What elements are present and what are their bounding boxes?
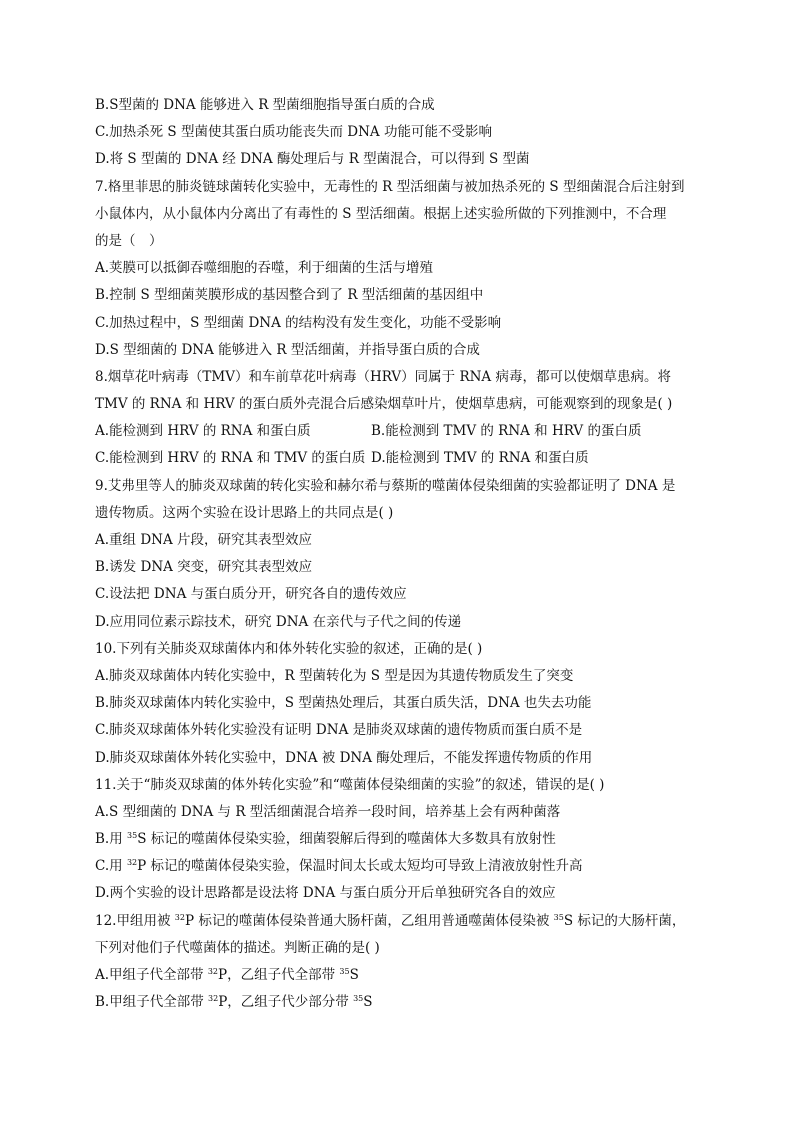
superscript: 32 bbox=[174, 912, 185, 922]
text-segment: C.加热过程中，S 型细菌 DNA 的结构没有发生变化，功能不受影响 bbox=[95, 314, 502, 331]
text-segment: A.荚膜可以抵御吞噬细胞的吞噬，利于细菌的生活与增殖 bbox=[95, 260, 434, 277]
text-segment: 的是（ ） bbox=[95, 232, 163, 249]
text-segment: B.控制 S 型细菌荚膜形成的基因整合到了 R 型活细菌的基因组中 bbox=[95, 287, 484, 304]
text-line bbox=[95, 962, 705, 989]
option-left: C.能检测到 HRV 的 RNA 和 TMV 的蛋白质 bbox=[95, 450, 366, 467]
superscript: 35 bbox=[339, 967, 350, 976]
superscript: 32 bbox=[207, 967, 219, 976]
text-segment: A.肺炎双球菌体内转化实验中，R 型菌转化为 S 型是因为其遗传物质发生了突变 bbox=[95, 667, 574, 684]
text-segment: TMV 的 RNA 和 HRV 的蛋白质外壳混合后感染烟草叶片，使烟草患病，可能观察到的现象是( ) bbox=[95, 396, 673, 413]
text-segment: P 标记的噬菌体侵染实验，保温时间太长或太短均可导致上清液放射性升高 bbox=[137, 858, 583, 875]
superscript: 32 bbox=[126, 858, 138, 868]
text-segment: B.肺炎双球菌体内转化实验中，S 型菌热处理后，其蛋白质失活，DNA 也失去功能 bbox=[95, 695, 592, 712]
text-segment: 下列对他们子代噬菌体的描述。判断正确的是( ) bbox=[95, 939, 380, 956]
text-segment: B.用 bbox=[95, 831, 128, 848]
text-line bbox=[95, 391, 705, 418]
text-line bbox=[95, 201, 705, 228]
text-line bbox=[95, 636, 705, 663]
text-line bbox=[95, 119, 705, 146]
text-segment: S bbox=[349, 967, 359, 983]
text-line bbox=[95, 880, 705, 907]
text-segment: 8.烟草花叶病毒（TMV）和车前草花叶病毒（HRV）同属于 RNA 病毒，都可以使烟草患病。将 bbox=[95, 368, 671, 385]
text-line bbox=[95, 581, 705, 608]
text-line bbox=[95, 500, 705, 527]
text-segment: B.甲组子代全部带 bbox=[95, 994, 209, 1011]
text-segment: D.两个实验的设计思路都是设法将 DNA 与蛋白质分开后单独研究各自的效应 bbox=[95, 885, 556, 902]
question-block-upper bbox=[95, 92, 705, 418]
text-segment: D.应用同位素示踪技术，研究 DNA 在亲代与子代之间的传递 bbox=[95, 613, 462, 630]
text-segment: 12.甲组用被 bbox=[95, 912, 175, 929]
text-segment: 11.关于“肺炎双球菌的体外转化实验”和“噬菌体侵染细菌的实验”的叙述，错误的是( ) bbox=[95, 776, 605, 793]
text-segment: 7.格里菲思的肺炎链球菌转化实验中，无毒性的 R 型活细菌与被加热杀死的 S 型细菌混合后注射到 bbox=[95, 178, 685, 195]
text-segment: A.甲组子代全部带 bbox=[95, 967, 208, 983]
text-segment: C.肺炎双球菌体外转化实验没有证明 DNA 是肺炎双球菌的遗传物质而蛋白质不是 bbox=[95, 722, 583, 739]
text-line bbox=[95, 663, 705, 690]
text-line bbox=[95, 146, 705, 173]
superscript: 32 bbox=[208, 994, 219, 1004]
text-line bbox=[95, 364, 705, 391]
option-right: D.能检测到 TMV 的 RNA 和蛋白质 bbox=[371, 450, 589, 467]
text-segment: 小鼠体内，从小鼠体内分离出了有毒性的 S 型活细菌。根据上述实验所做的下列推测中，不合理 bbox=[95, 205, 667, 222]
superscript: 35 bbox=[353, 994, 364, 1004]
text-line bbox=[95, 310, 705, 337]
text-segment: 10.下列有关肺炎双球菌体内和体外转化实验的叙述，正确的是( ) bbox=[95, 640, 483, 657]
text-line bbox=[95, 554, 705, 581]
text-line bbox=[95, 935, 705, 962]
text-segment: C.设法把 DNA 与蛋白质分开，研究各自的遗传效应 bbox=[95, 586, 407, 603]
text-segment: S 标记的大肠杆菌， bbox=[563, 912, 686, 929]
option-left: A.能检测到 HRV 的 RNA 和蛋白质 bbox=[95, 423, 311, 440]
text-segment: C.加热杀死 S 型菌使其蛋白质功能丧失而 DNA 功能可能不受影响 bbox=[95, 124, 492, 141]
text-segment: 遗传物质。这两个实验在设计思路上的共同点是( ) bbox=[95, 504, 394, 521]
text-line bbox=[95, 745, 705, 772]
text-line bbox=[95, 690, 705, 717]
text-segment: P，乙组子代全部带 bbox=[218, 967, 340, 983]
text-segment: B.诱发 DNA 突变，研究其表型效应 bbox=[95, 559, 313, 576]
text-line bbox=[95, 609, 705, 636]
text-segment: S bbox=[363, 994, 373, 1011]
question-content bbox=[95, 92, 705, 1016]
option-right: B.能检测到 TMV 的 RNA 和 HRV 的蛋白质 bbox=[371, 423, 642, 440]
question-8-options bbox=[95, 418, 705, 472]
text-line bbox=[95, 473, 705, 500]
text-segment: P，乙组子代少部分带 bbox=[218, 994, 354, 1011]
text-segment: D.将 S 型菌的 DNA 经 DNA 酶处理后与 R 型菌混合，可以得到 S 型菌 bbox=[95, 151, 530, 168]
text-line bbox=[95, 337, 705, 364]
text-segment: S 标记的噬菌体侵染实验，细菌裂解后得到的噬菌体大多数具有放射性 bbox=[137, 831, 556, 848]
question-block-lower bbox=[95, 473, 705, 1017]
text-line bbox=[95, 228, 705, 255]
text-line bbox=[95, 989, 705, 1016]
text-line bbox=[95, 92, 705, 119]
text-segment: 9.艾弗里等人的肺炎双球菌的转化实验和赫尔希与蔡斯的噬菌体侵染细菌的实验都证明了 DNA 是 bbox=[95, 477, 676, 494]
text-line bbox=[95, 717, 705, 744]
text-segment: D.S 型细菌的 DNA 能够进入 R 型活细菌，并指导蛋白质的合成 bbox=[95, 341, 480, 358]
superscript: 35 bbox=[127, 831, 138, 841]
superscript: 35 bbox=[553, 912, 564, 922]
text-line bbox=[95, 255, 705, 282]
text-segment: B.S型菌的 DNA 能够进入 R 型菌细胞指导蛋白质的合成 bbox=[95, 97, 435, 113]
text-segment: P 标记的噬菌体侵染普通大肠杆菌，乙组用普通噬菌体侵染被 bbox=[184, 912, 554, 929]
text-line bbox=[95, 799, 705, 826]
text-line bbox=[95, 826, 705, 853]
text-segment: A.重组 DNA 片段，研究其表型效应 bbox=[95, 532, 313, 548]
text-line bbox=[95, 908, 705, 935]
option-row bbox=[95, 418, 705, 445]
text-line bbox=[95, 527, 705, 554]
text-line bbox=[95, 282, 705, 309]
text-segment: A.S 型细菌的 DNA 与 R 型活细菌混合培养一段时间，培养基上会有两种菌落 bbox=[95, 803, 561, 820]
text-segment: C.用 bbox=[95, 858, 127, 875]
option-row bbox=[95, 445, 705, 472]
text-line bbox=[95, 174, 705, 201]
text-segment: D.肺炎双球菌体外转化实验中，DNA 被 DNA 酶处理后，不能发挥遗传物质的作用 bbox=[95, 749, 593, 766]
text-line bbox=[95, 772, 705, 799]
text-line bbox=[95, 853, 705, 880]
